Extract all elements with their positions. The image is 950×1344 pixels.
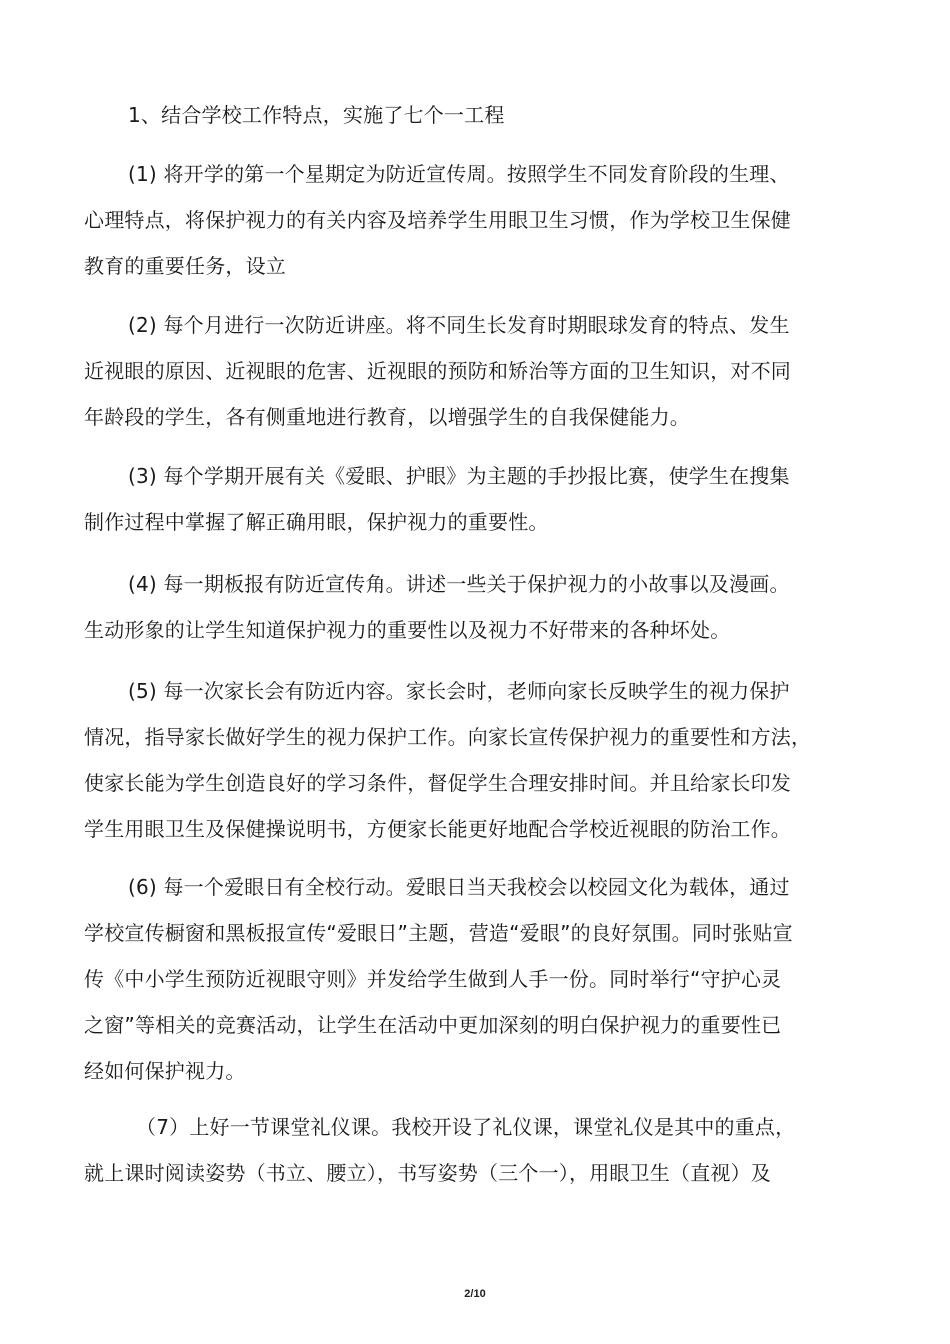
paragraph-line: 就上课时阅读姿势（书立、腰立），书写姿势（三个一），用眼卫生（直视）及 [84,1161,771,1185]
section-heading [84,92,874,138]
paragraph-line: 传《中小学生预防近视眼守则》并发给学生做到人手一份。同时举行“守护心灵 [84,967,782,991]
paragraph-7 [84,1104,874,1196]
page-number: 2/10 [464,1288,486,1300]
paragraph-line: 近视眼的原因、近视眼的危害、近视眼的预防和矫治等方面的卫生知识，对不同 [84,359,791,383]
paragraph-line: 生动形象的让学生知道保护视力的重要性以及视力不好带来的各种坏处。 [84,618,731,642]
paragraph-line: (6) 每一个爱眼日有全校行动。爱眼日当天我校会以校园文化为载体，通过 [128,875,790,899]
paragraph-line: (3) 每个学期开展有关《爱眼、护眼》为主题的手抄报比赛，使学生在搜集 [128,464,790,488]
paragraph-line: 制作过程中掌握了解正确用眼，保护视力的重要性。 [84,510,549,534]
paragraph-5 [84,668,874,852]
paragraph-line: (4) 每一期板报有防近宣传角。讲述一些关于保护视力的小故事以及漫画。 [128,572,790,596]
paragraph-line: 心理特点，将保护视力的有关内容及培养学生用眼卫生习惯，作为学校卫生保健 [84,208,791,232]
paragraph-line: (5) 每一次家长会有防近内容。家长会时，老师向家长反映学生的视力保护 [128,679,790,703]
paragraph-line: 经如何保护视力。 [84,1059,246,1083]
paragraph-2 [84,302,874,440]
paragraph-line: （7）上好一节课堂礼仪课。我校开设了礼仪课，课堂礼仪是其中的重点， [136,1115,796,1139]
paragraph-line: (2) 每个月进行一次防近讲座。将不同生长发育时期眼球发育的特点、发生 [128,313,790,337]
paragraph-line: 教育的重要任务，设立 [84,254,286,278]
paragraph-6 [84,864,874,1094]
paragraph-line: (1) 将开学的第一个星期定为防近宣传周。按照学生不同发育阶段的生理、 [128,162,790,186]
paragraph-line: 情况，指导家长做好学生的视力保护工作。向家长宣传保护视力的重要性和方法， [84,725,812,749]
paragraph-line: 使家长能为学生创造良好的学习条件，督促学生合理安排时间。并且给家长印发 [84,771,791,795]
paragraph-line: 年龄段的学生，各有侧重地进行教育，以增强学生的自我保健能力。 [84,405,690,429]
paragraph-3 [84,453,874,545]
heading-text: 1、结合学校工作特点，实施了七个一工程 [128,103,505,127]
paragraph-line: 之窗”等相关的竞赛活动，让学生在活动中更加深刻的明白保护视力的重要性已 [84,1013,782,1037]
paragraph-line: 学校宣传橱窗和黑板报宣传“爱眼日”主题，营造“爱眼”的良好氛围。同时张贴宣 [84,921,793,945]
paragraph-line: 学生用眼卫生及保健操说明书，方便家长能更好地配合学校近视眼的防治工作。 [84,817,791,841]
paragraph-4 [84,561,874,653]
paragraph-1 [84,151,874,289]
